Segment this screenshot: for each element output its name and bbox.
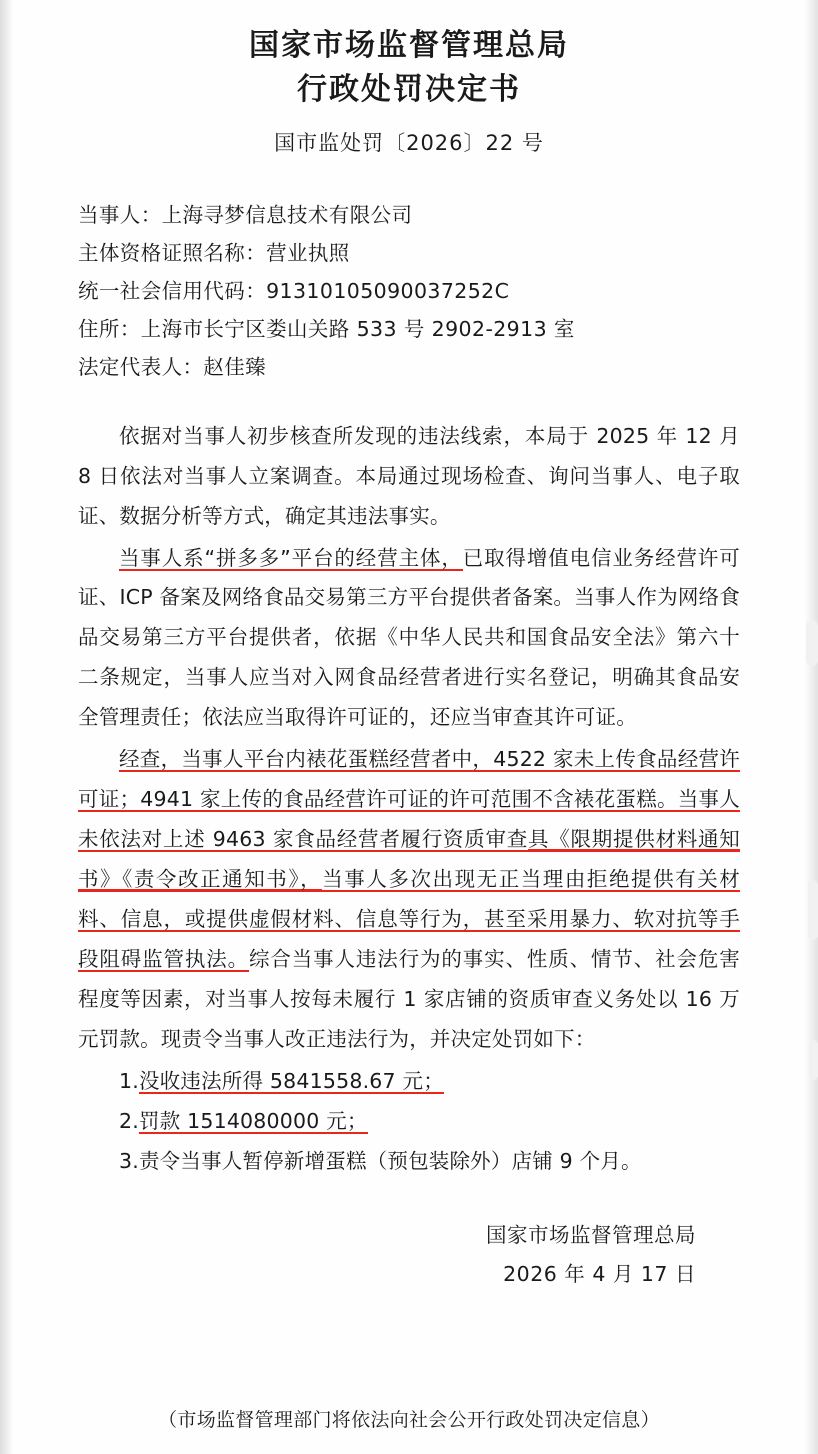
highlight-notices: 具《限期提供材料通知书》《责令改正通知书》， [78, 827, 740, 892]
credit-code: 统一社会信用代码：91310105090037252C [78, 278, 510, 303]
party-info-block [78, 197, 740, 387]
page-left-edge [0, 0, 14, 1454]
document-number: 国市监处罚〔2026〕22 号 [274, 131, 544, 155]
penalty-item-3 [78, 1142, 740, 1182]
page-right-edge [804, 0, 818, 1454]
legal-representative: 法定代表人：赵佳臻 [78, 354, 267, 379]
paragraph-investigation: 依据对当事人初步核查所发现的违法线索，本局于 2025 年 12 月 8 日依法对当事人立案调查。本局通过现场检查、询问当事人、电子取证、数据分析等方式，确定其违法事实。 [78, 423, 740, 528]
page-subtitle: 行政处罚决定书 [297, 71, 521, 107]
paragraph-findings [78, 740, 740, 1060]
highlight-obstruction: 当事人多次出现无正当理由拒绝提供有关材料、信息，或提供虚假材料、信息等行为，甚至采用暴力、软对抗等手段阻碍监管执法。 [78, 867, 740, 972]
scan-artifact [806, 620, 818, 666]
party-name: 当事人：上海寻梦信息技术有限公司 [78, 203, 413, 227]
license-name: 主体资格证照名称：营业执照 [78, 240, 350, 265]
penalty-index-2: 2. [119, 1109, 139, 1134]
penalty-item-1 [78, 1062, 740, 1102]
signature-block [78, 1216, 740, 1294]
penalty-item-2 [78, 1102, 740, 1142]
footer-note: （市场监督管理部门将依法向社会公开行政处罚决定信息） [158, 1409, 660, 1431]
issuing-authority: 国家市场监督管理总局 [486, 1223, 696, 1248]
paragraph-platform-operator [78, 539, 740, 739]
highlight-platform-operator: 当事人系“拼多多”平台的经营主体， [119, 545, 463, 570]
highlight-findings-counts: 经查，当事人平台内裱花蛋糕经营者中，4522 家未上传食品经营许可证；4941 家上传的食品经营许可证的许可范围不含裱花蛋糕。当事人未依法对上述 9463 家食品经营者履行资质审查 [78, 747, 740, 852]
penalty-text-2: 罚款 1514080000 元； [138, 1109, 368, 1134]
penalty-text-1: 没收违法所得 5841558.67 元； [138, 1069, 444, 1094]
address: 住所：上海市长宁区娄山关路 533 号 2902-2913 室 [78, 316, 575, 341]
penalty-index-1: 1. [119, 1069, 139, 1094]
scan-artifact [809, 1040, 818, 1080]
paragraph-findings-rest: 综合当事人违法行为的事实、性质、情节、社会危害程度等因素，对当事人按每未履行 1 家店铺的资质审查义务处以 16 万元罚款。现责令当事人改正违法行为，并决定处罚如下： [78, 947, 740, 1052]
page-title: 国家市场监督管理总局 [249, 28, 569, 63]
document-title-block [78, 24, 740, 111]
document-body [78, 417, 740, 1182]
penalty-index-3: 3. [119, 1149, 139, 1174]
penalty-text-3: 责令当事人暂停新增蛋糕（预包装除外）店铺 9 个月。 [138, 1149, 642, 1174]
paragraph-platform-operator-rest: 已取得增值电信业务经营许可证、ICP 备案及网络食品交易第三方平台提供者备案。当事人作为网络食品交易第三方平台提供者，依据《中华人民共和国食品安全法》第六十二条规定，当事人应当对入网食品经营者进行实名登记，明确其食品安全管理责任；依法应当取得许可证的，还应当审查其许可证。 [78, 545, 740, 730]
issue-date: 2026 年 4 月 17 日 [503, 1261, 696, 1286]
scan-artifact [808, 880, 818, 940]
